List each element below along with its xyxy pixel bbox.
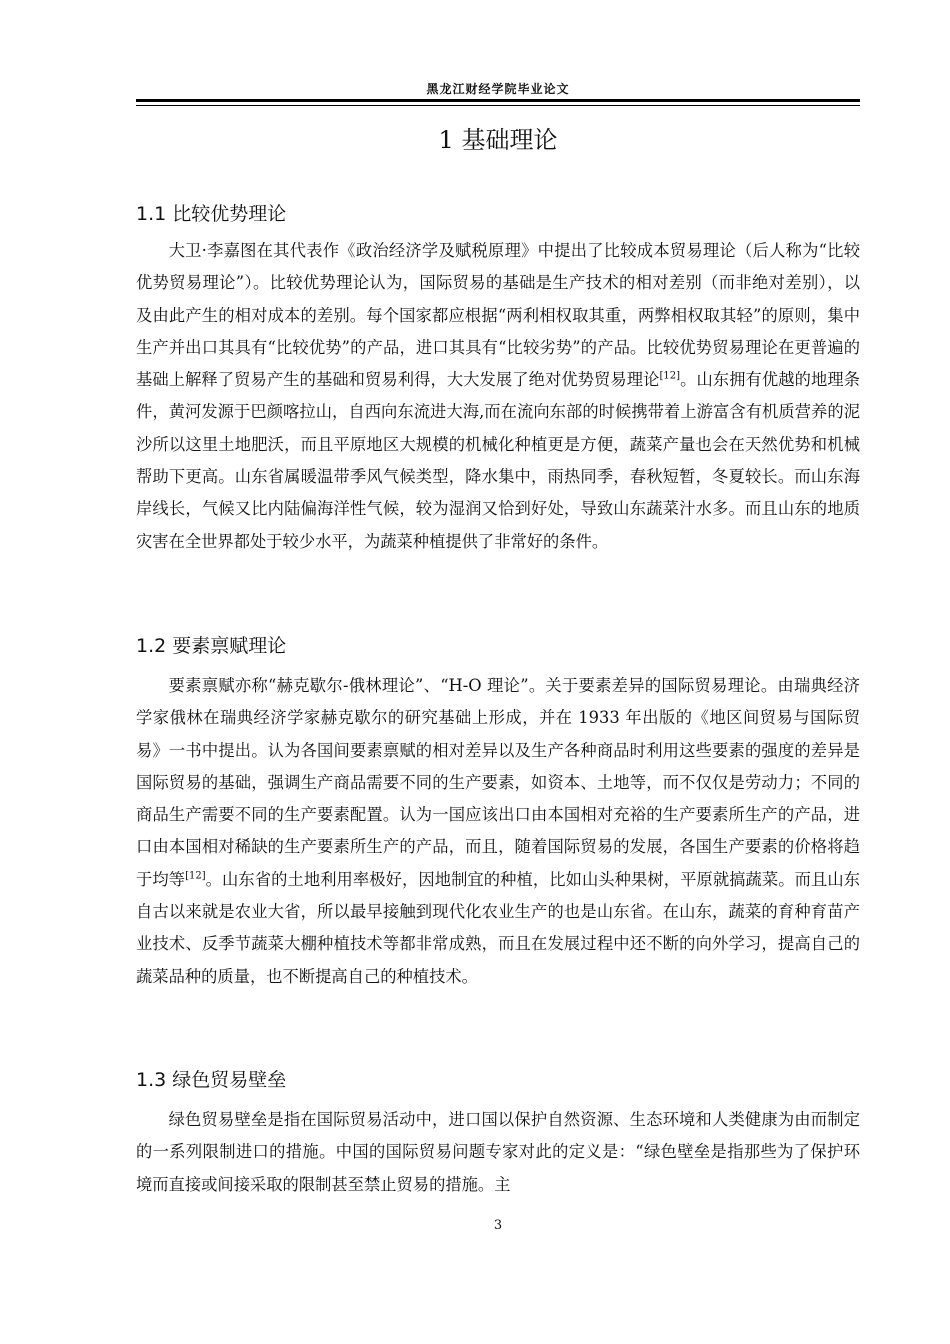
section-paragraph-1-3 bbox=[136, 1104, 860, 1201]
running-header: 黑龙江财经学院毕业论文 bbox=[426, 82, 570, 96]
paragraph-text: 绿色贸易壁垒是指在国际贸易活动中，进口国以保护自然资源、生态环境和人类健康为由而制定的一系列限制进口的措施。中国的国际贸易问题专家对此的定义是：“绿色壁垒是指那些为了保护环境而直接或间接采取的限制甚至禁止贸易的措施。主 bbox=[136, 1110, 860, 1194]
chapter-title: 1 基础理论 bbox=[438, 126, 558, 154]
page-number: 3 bbox=[493, 1218, 503, 1233]
paragraph-text: 。山东拥有优越的地理条件，黄河发源于巴颜喀拉山，自西向东流进大海,而在流向东部的时候携带着上游富含有机质营养的泥沙所以这里土地肥沃，而且平原地区大规模的机械化种植更是方便，蔬菜产量也会在天然优势和机械帮助下更高。山东省属暖温带季风气候类型，降水集中，雨热同季，春秋短暂，冬夏较长。而山东海岸线长，气候又比内陆偏海洋性气候，较为湿润又恰到好处，导致山东蔬菜汁水多。而且山东的地质灾害在全世界都处于较少水平，为蔬菜种植提供了非常好的条件。 bbox=[136, 370, 860, 551]
paragraph-text: 要素禀赋亦称“赫克歇尔-俄林理论”、“H-O 理论”。关于要素差异的国际贸易理论。由瑞典经济学家俄林在瑞典经济学家赫克歇尔的研究基础上形成，并在 1933 年出版的《地区间贸易与国际贸易》一书中提出。认为各国间要素禀赋的相对差异以及生产各种商品时利用这些要素的强度的差异是国际贸易的基础，强调生产商品需要不同的生产要素，如资本、土地等，而不仅仅是劳动力；不同的商品生产需要不同的生产要素配置。认为一国应该出口由本国相对充裕的生产要素所生产的产品，进口由本国相对稀缺的生产要素所生产的产品，而且，随着国际贸易的发展，各国生产要素的价格将趋于均等 bbox=[136, 676, 860, 889]
paragraph-text: 。山东省的土地利用率极好，因地制宜的种植，比如山头种果树，平原就搞蔬菜。而且山东自古以来就是农业大省，所以最早接触到现代化农业生产的也是山东省。在山东，蔬菜的育种育苗产业技术、反季节蔬菜大棚种植技术等都非常成熟，而且在发展过程中还不断的向外学习，提高自己的蔬菜品种的质量，也不断提高自己的种植技术。 bbox=[136, 869, 860, 986]
section-paragraph-1-1 bbox=[136, 235, 860, 558]
section-paragraph-1-2 bbox=[136, 670, 860, 993]
section-heading-1-1: 1.1 比较优势理论 bbox=[136, 203, 287, 225]
section-heading-1-2: 1.2 要素禀赋理论 bbox=[136, 635, 287, 657]
citation-marker[interactable]: [12] bbox=[659, 370, 681, 382]
section-heading-1-3: 1.3 绿色贸易壁垒 bbox=[136, 1069, 287, 1091]
paragraph-text: 大卫·李嘉图在其代表作《政治经济学及赋税原理》中提出了比较成本贸易理论（后人称为“比较优势贸易理论”）。比较优势理论认为，国际贸易的基础是生产技术的相对差别（而非绝对差别），以及由此产生的相对成本的差别。每个国家都应根据“两利相权取其重，两弊相权取其轻”的原则，集中生产并出口其具有“比较优势”的产品，进口其具有“比较劣势”的产品。比较优势贸易理论在更普遍的基础上解释了贸易产生的基础和贸易利得，大大发展了绝对优势贸易理论 bbox=[136, 241, 860, 390]
citation-marker[interactable]: [12] bbox=[185, 870, 206, 882]
header-rule-thick bbox=[136, 99, 860, 102]
header-rule-thin bbox=[136, 105, 860, 106]
